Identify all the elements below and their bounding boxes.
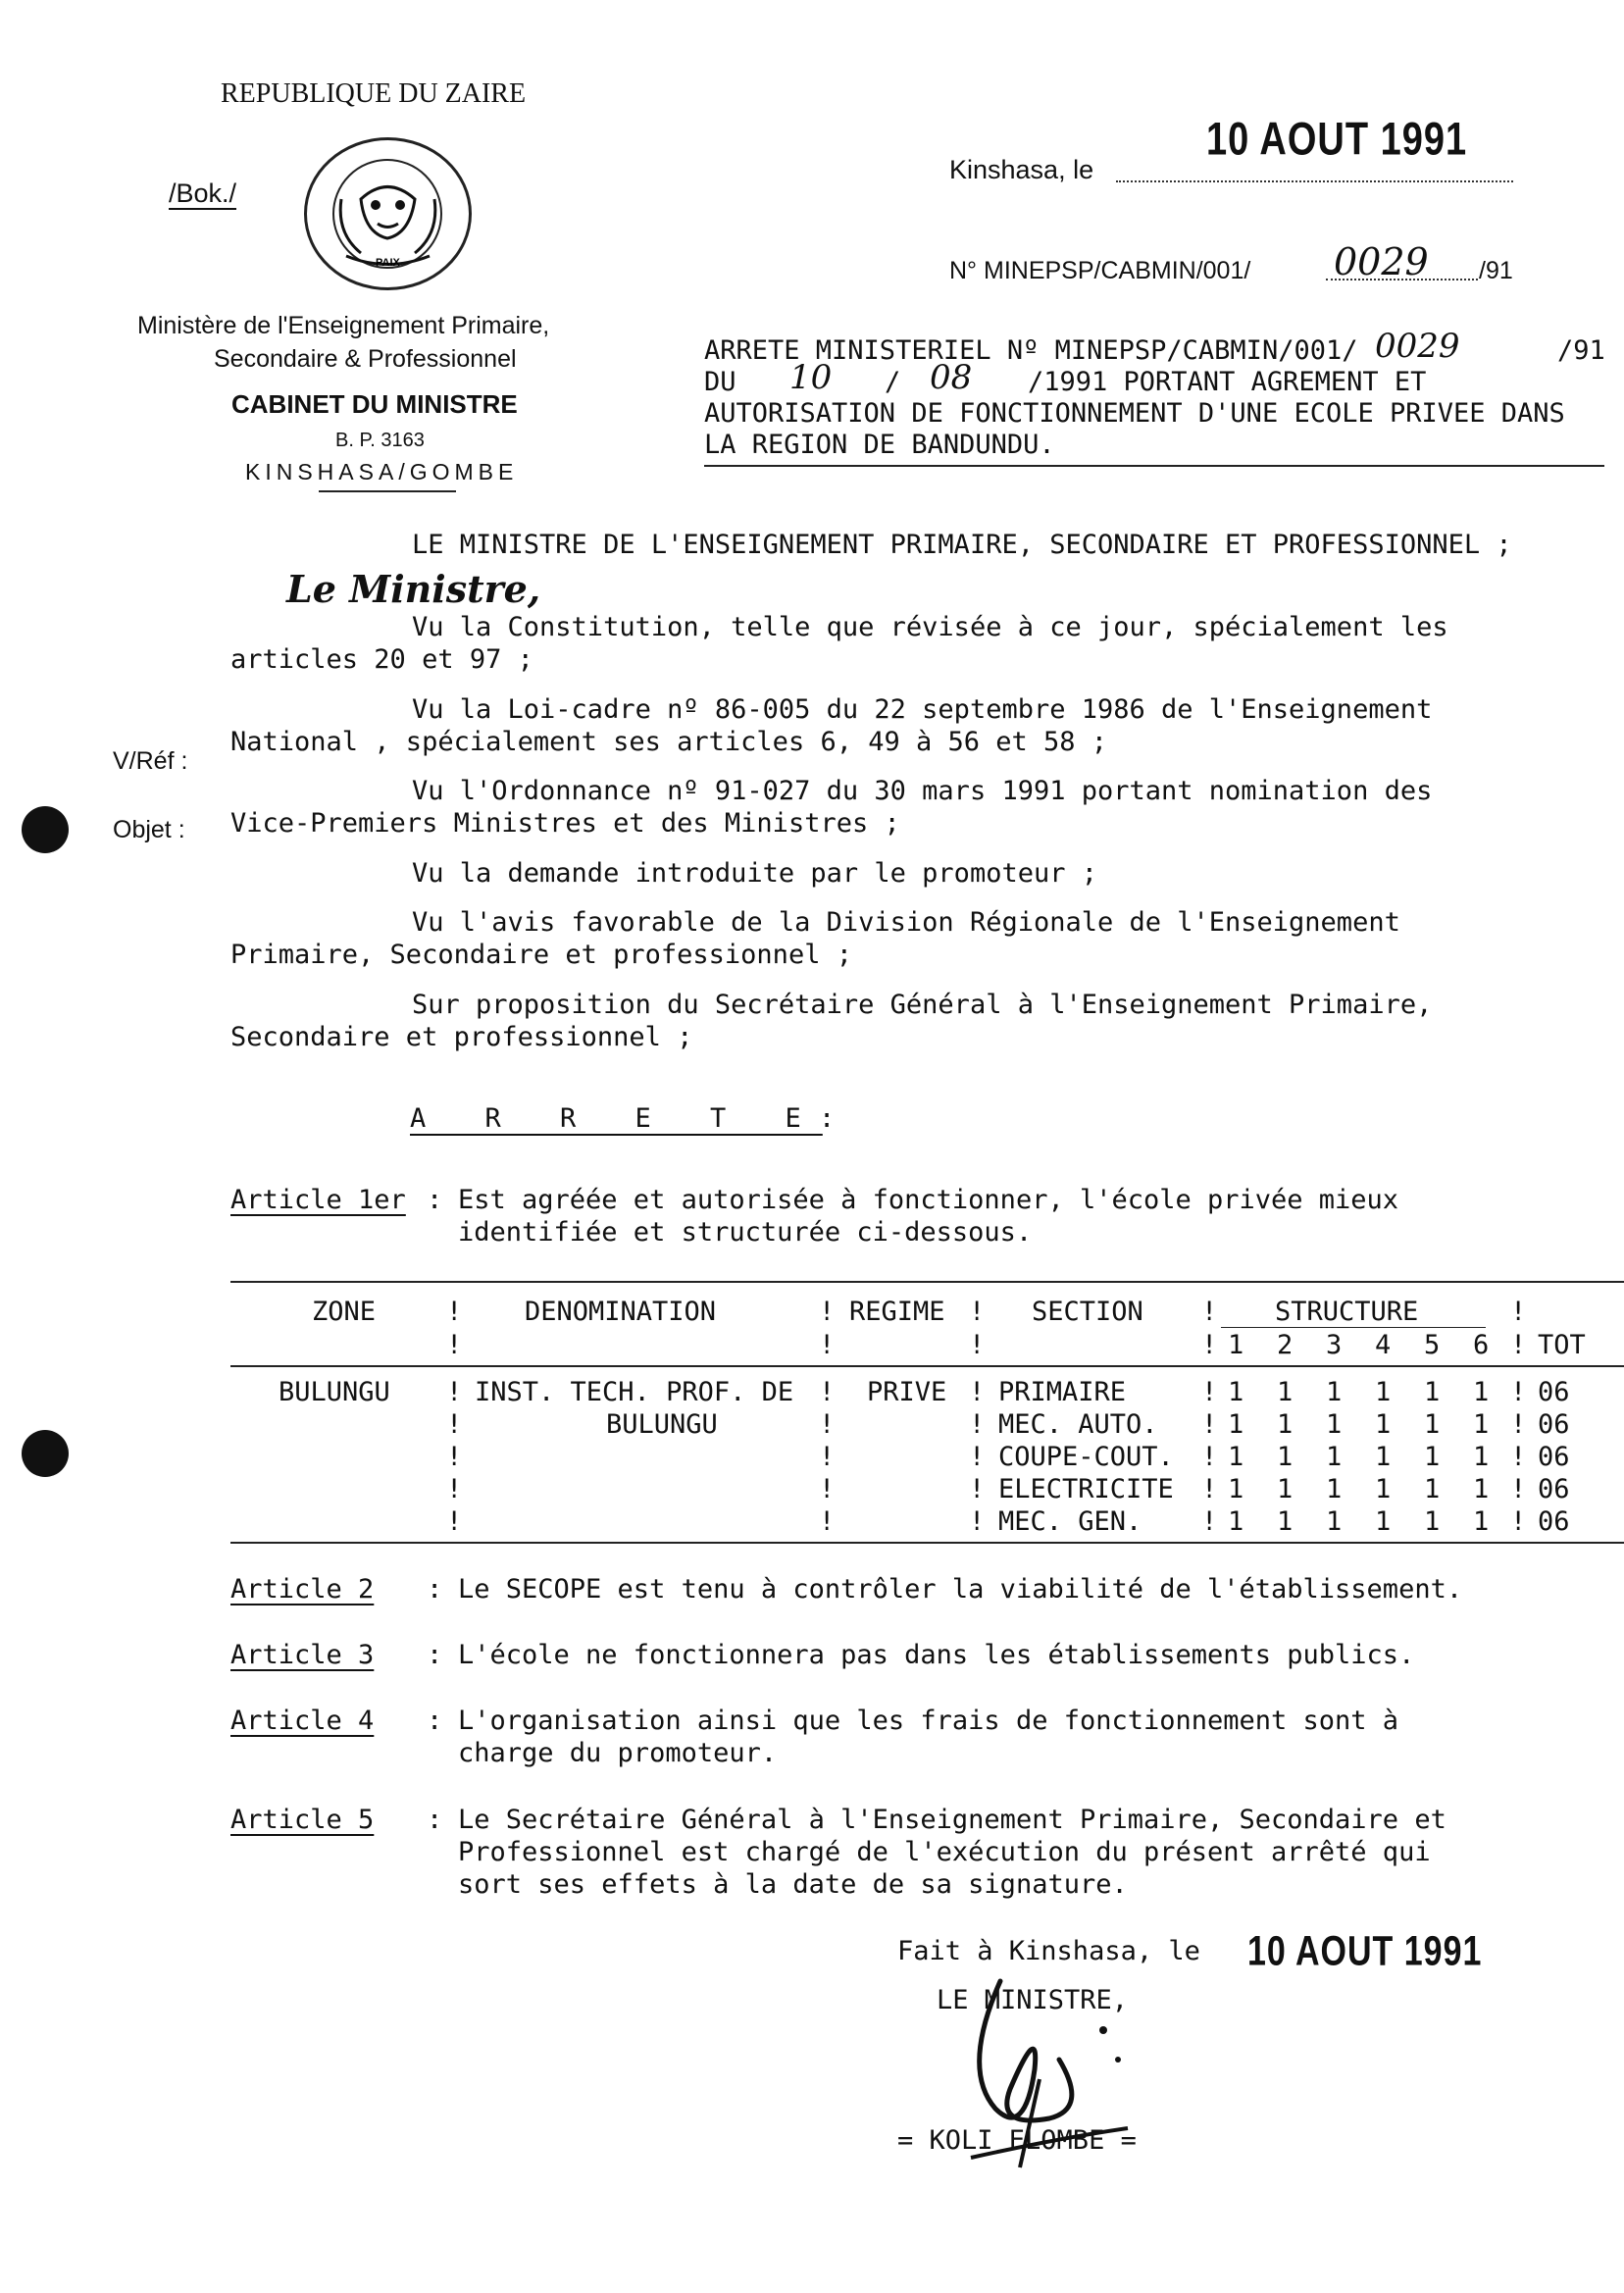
cell-year-5: 1: [1424, 1409, 1441, 1440]
handwritten-le-ministre: Le Ministre,: [286, 567, 541, 611]
cell-section: ELECTRICITE: [998, 1474, 1174, 1504]
article-5-label: Article 5: [230, 1805, 375, 1835]
cell-year-5: 1: [1424, 1442, 1441, 1472]
header-separator: !: [446, 1297, 463, 1327]
article-4-text-line1: L'organisation ainsi que les frais de fonctionnement sont à: [458, 1706, 1399, 1736]
header-regime: REGIME: [849, 1297, 945, 1327]
cell-total: 06: [1538, 1442, 1570, 1472]
city-underline: [319, 490, 456, 492]
leopard-emblem-icon: [307, 140, 469, 287]
article-2-colon: :: [427, 1574, 443, 1605]
cell-year-1: 1: [1228, 1409, 1244, 1440]
row-separator: !: [969, 1474, 986, 1504]
cell-year-4: 1: [1375, 1442, 1392, 1472]
article-1-text-line1: Est agréée et autorisée à fonctionner, l'école privée mieux: [458, 1185, 1399, 1215]
vu-demande: Vu la demande introduite par le promoteur ;: [412, 858, 1097, 889]
bok-reference: /Bok./: [169, 178, 237, 208]
article-4-colon: :: [427, 1706, 443, 1736]
header-year-4: 4: [1375, 1330, 1392, 1360]
row-separator: !: [819, 1506, 836, 1537]
structure-underline: [1221, 1327, 1486, 1328]
article-1-colon: :: [427, 1185, 443, 1215]
cell-year-3: 1: [1326, 1377, 1343, 1407]
header-year-5: 5: [1424, 1330, 1441, 1360]
row-separator: !: [1510, 1409, 1527, 1440]
republic-title: REPUBLIQUE DU ZAIRE: [221, 78, 527, 109]
cell-year-1: 1: [1228, 1442, 1244, 1472]
cell-total: 06: [1538, 1409, 1570, 1440]
article-5-colon: :: [427, 1805, 443, 1835]
cell-year-1: 1: [1228, 1377, 1244, 1407]
row-separator: !: [819, 1409, 836, 1440]
reference-number-handwritten: 0029: [1334, 240, 1429, 283]
article-4-label: Article 4: [230, 1706, 375, 1736]
cell-section: MEC. AUTO.: [998, 1409, 1158, 1440]
header-separator: !: [969, 1297, 986, 1327]
cell-year-4: 1: [1375, 1377, 1392, 1407]
cell-section: PRIMAIRE: [998, 1377, 1127, 1407]
cell-year-1: 1: [1228, 1506, 1244, 1537]
header-year-2: 2: [1277, 1330, 1294, 1360]
cabinet-title: CABINET DU MINISTRE: [231, 389, 518, 419]
row-separator: !: [446, 1442, 463, 1472]
cell-year-3: 1: [1326, 1474, 1343, 1504]
article-3-text: L'école ne fonctionnera pas dans les établissements publics.: [458, 1640, 1415, 1670]
article-1-label: Article 1er: [230, 1185, 406, 1215]
signature-title: LE MINISTRE,: [937, 1985, 1129, 2015]
header-structure: STRUCTURE: [1275, 1297, 1419, 1327]
article-3-label: Article 3: [230, 1640, 375, 1670]
row-separator: !: [1201, 1442, 1218, 1472]
article-5-text-line3: sort ses effets à la date de sa signature.: [458, 1869, 1128, 1900]
row-separator: !: [446, 1474, 463, 1504]
ministry-name-line1: Ministère de l'Enseignement Primaire,: [137, 312, 550, 339]
ministry-name-line2: Secondaire & Professionnel: [214, 345, 517, 373]
cell-regime: PRIVE: [867, 1377, 947, 1407]
header-section: SECTION: [1032, 1297, 1143, 1327]
header-zone: ZONE: [312, 1297, 377, 1327]
cell-total: 06: [1538, 1474, 1570, 1504]
cell-year-4: 1: [1375, 1409, 1392, 1440]
title-block-underline: [704, 465, 1604, 467]
row-separator: !: [446, 1377, 463, 1407]
arrete-colon: :: [819, 1103, 836, 1134]
vu-constitution-line2: articles 20 et 97 ;: [230, 644, 533, 675]
cell-section: COUPE-COUT.: [998, 1442, 1174, 1472]
signature-place-date: Fait à Kinshasa, le: [897, 1936, 1200, 1966]
postal-box: B. P. 3163: [335, 430, 425, 451]
vref-label: V/Réf :: [113, 747, 188, 775]
row-separator: !: [1510, 1377, 1527, 1407]
date-dotted-line: [1116, 180, 1513, 182]
cell-year-3: 1: [1326, 1409, 1343, 1440]
cell-year-4: 1: [1375, 1474, 1392, 1504]
article-2-text: Le SECOPE est tenu à contrôler la viabilité de l'établissement.: [458, 1574, 1463, 1605]
row-separator: !: [1201, 1377, 1218, 1407]
article-3-colon: :: [427, 1640, 443, 1670]
cell-denomination-line1: INST. TECH. PROF. DE: [475, 1377, 794, 1407]
cell-section: MEC. GEN.: [998, 1506, 1142, 1537]
cell-year-2: 1: [1277, 1474, 1294, 1504]
header-year-6: 6: [1473, 1330, 1490, 1360]
header-separator: !: [819, 1297, 836, 1327]
seal-motto: PAIX: [376, 257, 400, 269]
row-separator: !: [1201, 1506, 1218, 1537]
row-separator: !: [969, 1506, 986, 1537]
cell-year-6: 1: [1473, 1377, 1490, 1407]
reference-number-suffix: /91: [1479, 257, 1513, 284]
vu-loi-cadre-line1: Vu la Loi-cadre nº 86-005 du 22 septembre 1986 de l'Enseignement: [412, 694, 1433, 725]
punch-hole-bottom: [22, 1430, 69, 1477]
row-separator: !: [446, 1409, 463, 1440]
row-separator: !: [1510, 1506, 1527, 1537]
punch-hole-top: [22, 806, 69, 853]
cell-year-6: 1: [1473, 1442, 1490, 1472]
sur-proposition-line1: Sur proposition du Secrétaire Général à l'Enseignement Primaire,: [412, 990, 1433, 1020]
header-total: TOT: [1538, 1330, 1586, 1360]
decree-title-line2-rest: /1991 PORTANT AGREMENT ET: [1028, 367, 1427, 397]
decree-title-du: DU: [704, 367, 736, 397]
cell-zone: BULUNGU: [279, 1377, 390, 1407]
coat-of-arms-seal: [304, 137, 472, 290]
sur-proposition-line2: Secondaire et professionnel ;: [230, 1022, 693, 1052]
header-denomination: DENOMINATION: [525, 1297, 717, 1327]
header-year-1: 1: [1228, 1330, 1244, 1360]
table-header-rule: [230, 1365, 1624, 1367]
row-separator: !: [969, 1442, 986, 1472]
row-separator: !: [969, 1377, 986, 1407]
header-separator: !: [969, 1330, 986, 1360]
reference-number-prefix: N° MINEPSP/CABMIN/001/: [949, 257, 1251, 284]
vu-ordonnance-line2: Vice-Premiers Ministres et des Ministres ;: [230, 808, 900, 839]
row-separator: !: [1510, 1442, 1527, 1472]
cell-denomination-line2: BULUNGU: [606, 1409, 718, 1440]
row-separator: !: [1510, 1474, 1527, 1504]
article-4-text-line2: charge du promoteur.: [458, 1738, 778, 1768]
cell-total: 06: [1538, 1506, 1570, 1537]
vu-avis-line1: Vu l'avis favorable de la Division Régionale de l'Enseignement: [412, 907, 1400, 938]
decree-title-line1-suffix: /91: [1557, 335, 1605, 366]
header-year-3: 3: [1326, 1330, 1343, 1360]
cell-year-2: 1: [1277, 1506, 1294, 1537]
minister-heading: LE MINISTRE DE L'ENSEIGNEMENT PRIMAIRE, SECONDAIRE ET PROFESSIONNEL ;: [412, 530, 1512, 560]
article-5-text-line2: Professionnel est chargé de l'exécution du présent arrêté qui: [458, 1837, 1431, 1867]
vu-ordonnance-line1: Vu l'Ordonnance nº 91-027 du 30 mars 1991 portant nomination des: [412, 776, 1433, 806]
decree-title-line3: AUTORISATION DE FONCTIONNEMENT D'UNE ECOLE PRIVEE DANS: [704, 398, 1565, 429]
cell-year-3: 1: [1326, 1506, 1343, 1537]
date-stamp-signature: 10 AOUT 1991: [1247, 1928, 1483, 1975]
article-1-text-line2: identifiée et structurée ci-dessous.: [458, 1217, 1033, 1248]
vu-loi-cadre-line2: National , spécialement ses articles 6, 49 à 56 et 58 ;: [230, 727, 1108, 757]
cell-year-5: 1: [1424, 1377, 1441, 1407]
cell-year-2: 1: [1277, 1377, 1294, 1407]
decree-date-separator: /: [885, 367, 901, 397]
header-separator: !: [1201, 1330, 1218, 1360]
vu-constitution-line1: Vu la Constitution, telle que révisée à ce jour, spécialement les: [412, 612, 1448, 642]
cell-year-6: 1: [1473, 1474, 1490, 1504]
cell-year-3: 1: [1326, 1442, 1343, 1472]
header-separator: !: [1201, 1297, 1218, 1327]
signatory-name: = KOLI ELOMBE =: [897, 2125, 1137, 2156]
cell-year-2: 1: [1277, 1442, 1294, 1472]
cell-year-6: 1: [1473, 1409, 1490, 1440]
cell-year-1: 1: [1228, 1474, 1244, 1504]
table-bottom-rule: [230, 1542, 1624, 1544]
arrete-heading: A R R E T E: [410, 1103, 823, 1134]
decree-title-line1-prefix: ARRETE MINISTERIEL Nº MINEPSP/CABMIN/001/: [704, 335, 1358, 366]
decree-month-handwritten: 08: [930, 358, 973, 397]
header-separator: !: [1510, 1297, 1527, 1327]
place-label: Kinshasa, le: [949, 155, 1094, 184]
row-separator: !: [819, 1442, 836, 1472]
row-separator: !: [1201, 1409, 1218, 1440]
row-separator: !: [446, 1506, 463, 1537]
article-5-text-line1: Le Secrétaire Général à l'Enseignement Primaire, Secondaire et: [458, 1805, 1446, 1835]
decree-title-line4: LA REGION DE BANDUNDU.: [704, 430, 1055, 460]
city-commune: KINSHASA/GOMBE: [245, 459, 519, 484]
row-separator: !: [819, 1377, 836, 1407]
header-separator: !: [819, 1330, 836, 1360]
row-separator: !: [969, 1409, 986, 1440]
cell-year-5: 1: [1424, 1474, 1441, 1504]
row-separator: !: [1201, 1474, 1218, 1504]
row-separator: !: [819, 1474, 836, 1504]
header-separator: !: [446, 1330, 463, 1360]
cell-year-6: 1: [1473, 1506, 1490, 1537]
cell-year-4: 1: [1375, 1506, 1392, 1537]
table-top-rule: [230, 1281, 1624, 1283]
objet-label: Objet :: [113, 816, 185, 843]
vu-avis-line2: Primaire, Secondaire et professionnel ;: [230, 940, 852, 970]
article-2-label: Article 2: [230, 1574, 375, 1605]
decree-day-handwritten: 10: [789, 358, 833, 397]
cell-year-2: 1: [1277, 1409, 1294, 1440]
header-separator: !: [1510, 1330, 1527, 1360]
cell-year-5: 1: [1424, 1506, 1441, 1537]
date-stamp-top: 10 AOUT 1991: [1206, 114, 1468, 166]
cell-total: 06: [1538, 1377, 1570, 1407]
decree-number-handwritten: 0029: [1375, 327, 1460, 366]
